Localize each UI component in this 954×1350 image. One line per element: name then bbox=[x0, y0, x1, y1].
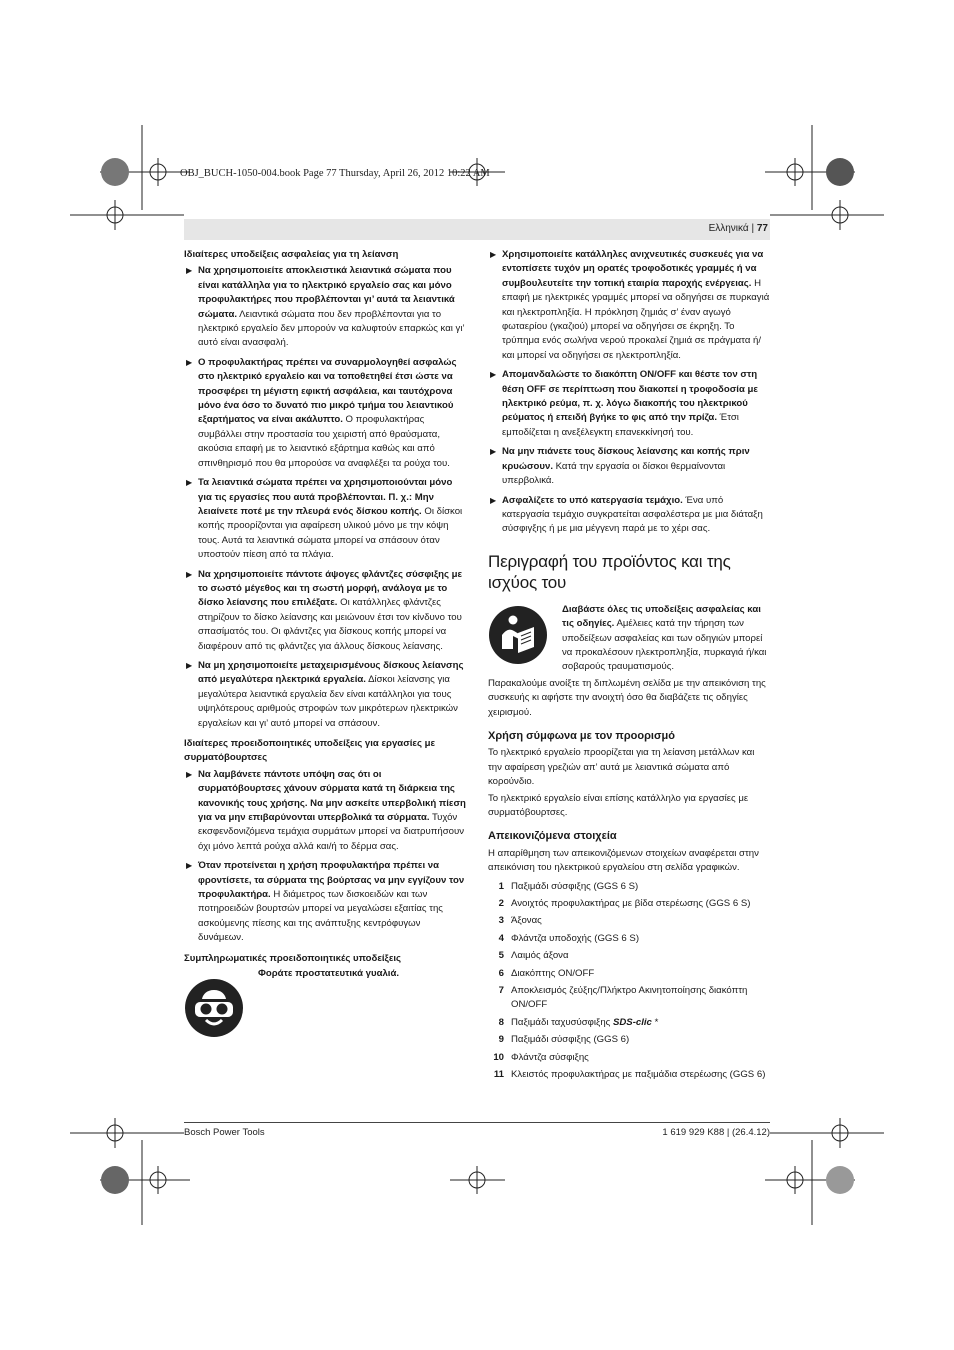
footer-rule bbox=[184, 1122, 770, 1123]
bullet-arrow-icon: ▶ bbox=[186, 861, 193, 871]
component-number: 9 bbox=[498, 1034, 504, 1046]
components-heading: Απεικονιζόμενα στοιχεία bbox=[488, 830, 617, 843]
component-label-text: Παξιμάδι σύσφιξης (GGS 6 S) bbox=[511, 880, 639, 892]
component-row bbox=[488, 932, 770, 946]
components-list bbox=[488, 880, 770, 1083]
component-label bbox=[511, 967, 594, 981]
component-label bbox=[511, 1051, 589, 1065]
manual-text-body: Αμέλειες κατά την τήρηση των υποδείξεων ασφαλείας και των οδηγιών μπορεί να προκαλέσουν ηλεκτροπληξία, πυρκαγιά ή/και σοβαρούς τραυματισμούς. bbox=[562, 618, 767, 673]
bullet-arrow-icon: ▶ bbox=[186, 357, 193, 367]
component-label-text: Άξονας bbox=[511, 915, 542, 927]
bullet-bold: Ο προφυλακτήρας πρέπει να συναρμολογηθεί ασφαλώς στο ηλεκτρικό εργαλείο και να τοποθετηθεί έτσι ώστε να προσφέρει τη μέγιστη εφικτή ασφάλεια, και ταυτόχρονα μόνο ένα όσο το δυνατό πιο μικρό τμήμα του λειαντικού εξαρτήματος να είναι ακάλυπτο. bbox=[198, 356, 457, 426]
footer-code: 1 619 929 K88 | (26.4.12) bbox=[662, 1127, 770, 1138]
component-label-text: Κλειστός προφυλακτήρας με παξιμάδια στερέωσης (GGS 6) bbox=[511, 1069, 766, 1081]
component-label bbox=[511, 984, 770, 1013]
sec1-title: Ιδιαίτερες υποδείξεις ασφαλείας για τη λείανση bbox=[184, 249, 399, 260]
header-sep: | bbox=[751, 223, 755, 234]
bullet-arrow-icon: ▶ bbox=[186, 660, 193, 670]
bullet-bold: Όταν προτείνεται η χρήση προφυλακτήρα πρέπει να φροντίσετε, τα σύρματα της βούρτσας να μην εγγίζουν τον προφυλακτήρα. bbox=[198, 860, 465, 901]
component-row bbox=[488, 1016, 770, 1030]
bullet-arrow-icon: ▶ bbox=[490, 495, 497, 505]
bullet-text: Τυχόν εκσφενδονιζόμενα τεμάχια συρμάτων μπορεί να διατρυπήσουν όχι μόνο λεπτά ρούχα αλλά και/ή το δέρμα σας. bbox=[198, 812, 464, 852]
components-intro: Η απαρίθμηση των απεικονιζόμενων στοιχείων αναφέρεται στην απεικόνιση του ηλεκτρικού εργαλείου στη σελίδα γραφικών. bbox=[488, 847, 759, 874]
component-row bbox=[488, 1051, 770, 1065]
component-number: 8 bbox=[498, 1016, 504, 1028]
component-row bbox=[488, 949, 770, 963]
bullet-text: Ένα υπό κατεργασία τεμάχιο συγκρατείται ασφαλέστερα με μια διάταξη σύσφιγξης ή με μια μέγγενη παρά με το χέρι σας. bbox=[502, 494, 763, 535]
bullet-item bbox=[184, 659, 466, 731]
component-label bbox=[511, 1033, 629, 1047]
goggles-text: Φοράτε προστατευτικά γυαλιά. bbox=[258, 968, 400, 980]
bullet-bold: Να μη χρησιμοποιείτε μεταχειρισμένους δίσκους λείανσης από μεγαλύτερα ηλεκτρικά εργαλεία. bbox=[198, 659, 464, 686]
bullet-bold: Χρησιμοποιείτε κατάλληλες ανιχνευτικές συσκευές για να εντοπίσετε τυχόν μη ορατές τροφοδοτικές γραμμές ή να συμβουλευτείτε την τοπική εταιρία παροχής ενέργειας. bbox=[502, 249, 764, 289]
read-manual-icon bbox=[488, 605, 548, 665]
goggles-block bbox=[184, 968, 466, 1038]
bullet-text: Η επαφή με ηλεκτρικές γραμμές μπορεί να οδηγήσει σε πυρκαγιά και ηλεκτροπληξία. Η πρόκληση ζημιάς σ’ έναν αγωγό φωταερίου (γκαζιού) μπορεί να οδηγήσει σε έκρηξη. Το τρύπημα ενός σωλήνα νερού προκαλεί ζημιά σε πράγματα ή/και μπορεί να οδηγήσει σε ηλεκτροπληξία. bbox=[502, 277, 770, 361]
bullet-item bbox=[184, 568, 466, 654]
component-label bbox=[511, 949, 569, 963]
component-label bbox=[511, 1016, 658, 1030]
bullet-item bbox=[184, 476, 466, 562]
manual-text-bold: Διαβάστε όλες τις υποδείξεις ασφαλείας και τις οδηγίες. bbox=[562, 603, 761, 630]
bullet-bold: Να χρησιμοποιείτε πάντοτε άψογες φλάντζες σύσφιξης με το σωστό μέγεθος και τη σωστή μορφή, ανάλογα με το δίσκο λείανσης που επιλέξατε. bbox=[198, 568, 463, 609]
bullet-text: Έτσι εμποδίζεται η ανεξέλεγκτη επανεκκίνησή του. bbox=[502, 412, 739, 438]
bullet-arrow-icon: ▶ bbox=[186, 769, 193, 779]
bullet-bold: Να χρησιμοποιείτε αποκλειστικά λειαντικά σώματα που είναι κατάλληλα για το ηλεκτρικό εργαλείο σας και μόνο προφυλακτήρες που προβλέπονται γι’ αυτά τα λειαντικά σώματα. bbox=[198, 265, 455, 320]
component-label bbox=[511, 932, 639, 946]
section-heading: Περιγραφή του προϊόντος και της ισχύος του bbox=[488, 551, 731, 592]
right-items-list bbox=[488, 248, 770, 537]
sec3-title: Συμπληρωματικές προειδοποιητικές υποδείξεις bbox=[184, 952, 402, 964]
bullet-text: Η διάμετρος των δισκοειδών και των ποτηροειδών βουρτσών μπορεί να μεγαλώσει εξαιτίας της ασκούμενης πίεσης και της ανάπτυξης κεντρόφυγων δυνάμεων. bbox=[198, 889, 443, 944]
component-number: 10 bbox=[493, 1051, 504, 1063]
component-label-text: Λαιμός άξονα bbox=[511, 950, 569, 962]
component-row bbox=[488, 1033, 770, 1047]
fold-text: Παρακαλούμε ανοίξτε τη διπλωμένη σελίδα με την απεικόνιση της συσκευής κι αφήστε την ανοιχτή όσο θα διαβάζετε τις οδηγίες χειρισμού. bbox=[488, 677, 766, 718]
sec2-title: Ιδιαίτερες προειδοποιητικές υποδείξεις για εργασίες με συρματόβουρτσες bbox=[184, 738, 436, 764]
bullet-bold: Να μην πιάνετε τους δίσκους λείανσης και κοπής πριν κρυώσουν. bbox=[502, 446, 750, 472]
bullet-text: Οι δίσκοι κοπής προορίζονται για αφαίρεση υλικού μόνο με την κόψη τους. Αυτά τα λειαντικά σώματα μπορεί να σπάσουν όταν υποστούν πίεση από τα πλάγια. bbox=[198, 505, 463, 561]
component-label-text: Διακόπτης ON/OFF bbox=[511, 967, 595, 979]
bullet-bold: Τα λειαντικά σώματα πρέπει να χρησιμοποιούνται μόνο για τις εργασίες που αυτά προβλέπονται. Π. χ.: Μην λειαίνετε ποτέ με την πλευρά ενός δίσκου κοπής. bbox=[198, 477, 453, 517]
component-label-text: Αποκλεισμός ζεύξης/Πλήκτρο Ακινητοποίησης διακόπτη ON/OFF bbox=[511, 985, 748, 1011]
bullet-text: Λειαντικά σώματα που δεν προβλέπονται για το ηλεκτρικό εργαλείο δεν μπορούν να καλυφτούν επαρκώς και γι’ αυτό είναι ανασφαλή. bbox=[198, 308, 465, 349]
bullet-arrow-icon: ▶ bbox=[490, 250, 497, 259]
component-row bbox=[488, 880, 770, 894]
bullet-item bbox=[184, 264, 466, 350]
sec2-list bbox=[184, 768, 466, 946]
bullet-text: Δίσκοι λείανσης για μεγαλύτερα λειαντικά εργαλεία δεν είναι κατάλληλοι για τους υψηλότερους αριθμούς στροφών των μικρότερων ηλεκτρικών εργαλείων και γι’ αυτό μπορεί να σπάσουν. bbox=[198, 674, 458, 729]
component-label-text: Ανοιχτός προφυλακτήρας με βίδα στερέωσης (GGS 6 S) bbox=[511, 898, 751, 909]
component-number: 4 bbox=[498, 932, 504, 944]
component-label-suffix: * bbox=[651, 1016, 659, 1028]
bullet-item bbox=[488, 368, 770, 440]
component-row bbox=[488, 914, 770, 928]
page-number: 77 bbox=[756, 223, 768, 234]
bullet-arrow-icon: ▶ bbox=[186, 266, 193, 276]
use-paragraph-1: Το ηλεκτρικό εργαλείο προορίζεται για τη λείανση μετάλλων και την αφαίρεση γρεζιών απ’ αυτά με λειαντικά σώματα από κορούνδιο. bbox=[488, 747, 755, 788]
component-label-text: Παξιμάδι σύσφιξης (GGS 6) bbox=[511, 1034, 630, 1046]
bullet-item bbox=[488, 248, 770, 363]
component-label bbox=[511, 1068, 765, 1082]
right-column bbox=[488, 248, 770, 1085]
component-number: 3 bbox=[498, 915, 504, 927]
component-number: 5 bbox=[498, 950, 504, 962]
component-row bbox=[488, 1068, 770, 1082]
component-number: 1 bbox=[498, 880, 504, 892]
page-header bbox=[709, 223, 768, 234]
footer-brand: Bosch Power Tools bbox=[184, 1127, 265, 1138]
bullet-arrow-icon: ▶ bbox=[186, 569, 193, 579]
bullet-item bbox=[488, 494, 770, 537]
component-label bbox=[511, 880, 638, 894]
bullet-arrow-icon: ▶ bbox=[490, 447, 497, 457]
manual-text bbox=[562, 603, 770, 675]
use-paragraph-2: Το ηλεκτρικό εργαλείο είναι επίσης κατάλληλο για εργασίες με συρματόβουρτσες. bbox=[488, 792, 749, 818]
component-label-text: Παξιμάδι ταχυσύσφιξης bbox=[511, 1016, 613, 1028]
bullet-arrow-icon: ▶ bbox=[186, 478, 193, 488]
use-heading: Χρήση σύμφωνα με τον προορισμό bbox=[488, 729, 675, 742]
header-language: Ελληνικά bbox=[708, 223, 749, 234]
header-bar bbox=[184, 219, 770, 240]
safety-goggles-icon bbox=[184, 978, 244, 1038]
bullet-item bbox=[488, 445, 770, 488]
print-meta: OBJ_BUCH-1050-004.book Page 77 Thursday, April 26, 2012 10:22 AM bbox=[180, 168, 490, 179]
component-label bbox=[511, 897, 750, 911]
bullet-arrow-icon: ▶ bbox=[490, 370, 497, 380]
sds-clic-logo: SDS-clic bbox=[612, 1016, 652, 1028]
left-column bbox=[184, 248, 466, 1038]
component-number: 11 bbox=[493, 1069, 504, 1081]
component-label bbox=[511, 914, 542, 928]
component-number: 2 bbox=[498, 898, 504, 909]
component-row bbox=[488, 984, 770, 1013]
bullet-item bbox=[184, 859, 466, 945]
bullet-text: Οι κατάλληλες φλάντζες στηρίζουν το δίσκο λείανσης και μειώνουν έτσι τον κίνδυνο του σπασίματός του. Οι φλάντζες για δίσκους κοπής μπορεί να διαφέρουν από τις φλάντζες για άλλους δίσκους λείανσης. bbox=[198, 597, 462, 652]
bullet-item bbox=[184, 768, 466, 854]
component-label-text: Φλάντζα σύσφιξης bbox=[511, 1051, 589, 1063]
bullet-item bbox=[184, 356, 466, 471]
component-row bbox=[488, 967, 770, 981]
bullet-bold: Απομανδαλώστε το διακόπτη ON/OFF και θέστε τον στη θέση OFF σε περίπτωση που διακοπεί η τροφοδοσία με ηλεκτρικό ρεύμα, π. χ. λόγω διακοπής του ηλεκτρικού ρεύματος ή επειδή βγήκε το φις από την πρίζα. bbox=[502, 369, 758, 424]
component-number: 6 bbox=[498, 967, 504, 979]
manual-block bbox=[488, 603, 770, 677]
component-label-text: Φλάντζα υποδοχής (GGS 6 S) bbox=[511, 932, 640, 944]
sec1-list bbox=[184, 264, 466, 731]
bullet-bold: Να λαμβάνετε πάντοτε υπόψη σας ότι οι συρματόβουρτσες χάνουν σύρματα κατά τη διάρκεια της κανονικής τους χρήσης. Να μην ασκείτε υπερβολική πίεση για να μην επιβαρύνονται υπερβολικά τα σύρματα. bbox=[198, 768, 466, 824]
bullet-text: Ο προφυλακτήρας συμβάλλει στην προστασία του χειριστή από θραύσματα, ακούσια επαφή με το λειαντικό εξάρτημα καθώς και από σπινθηρισμό που θα μπορούσε να αναφλέξει τα ρούχα του. bbox=[198, 414, 450, 469]
bullet-bold: Ασφαλίζετε το υπό κατεργασία τεμάχιο. bbox=[502, 494, 683, 506]
component-number: 7 bbox=[498, 985, 504, 997]
component-row bbox=[488, 897, 770, 911]
bullet-text: Κατά την εργασία οι δίσκοι θερμαίνονται υπερβολικά. bbox=[502, 460, 726, 487]
